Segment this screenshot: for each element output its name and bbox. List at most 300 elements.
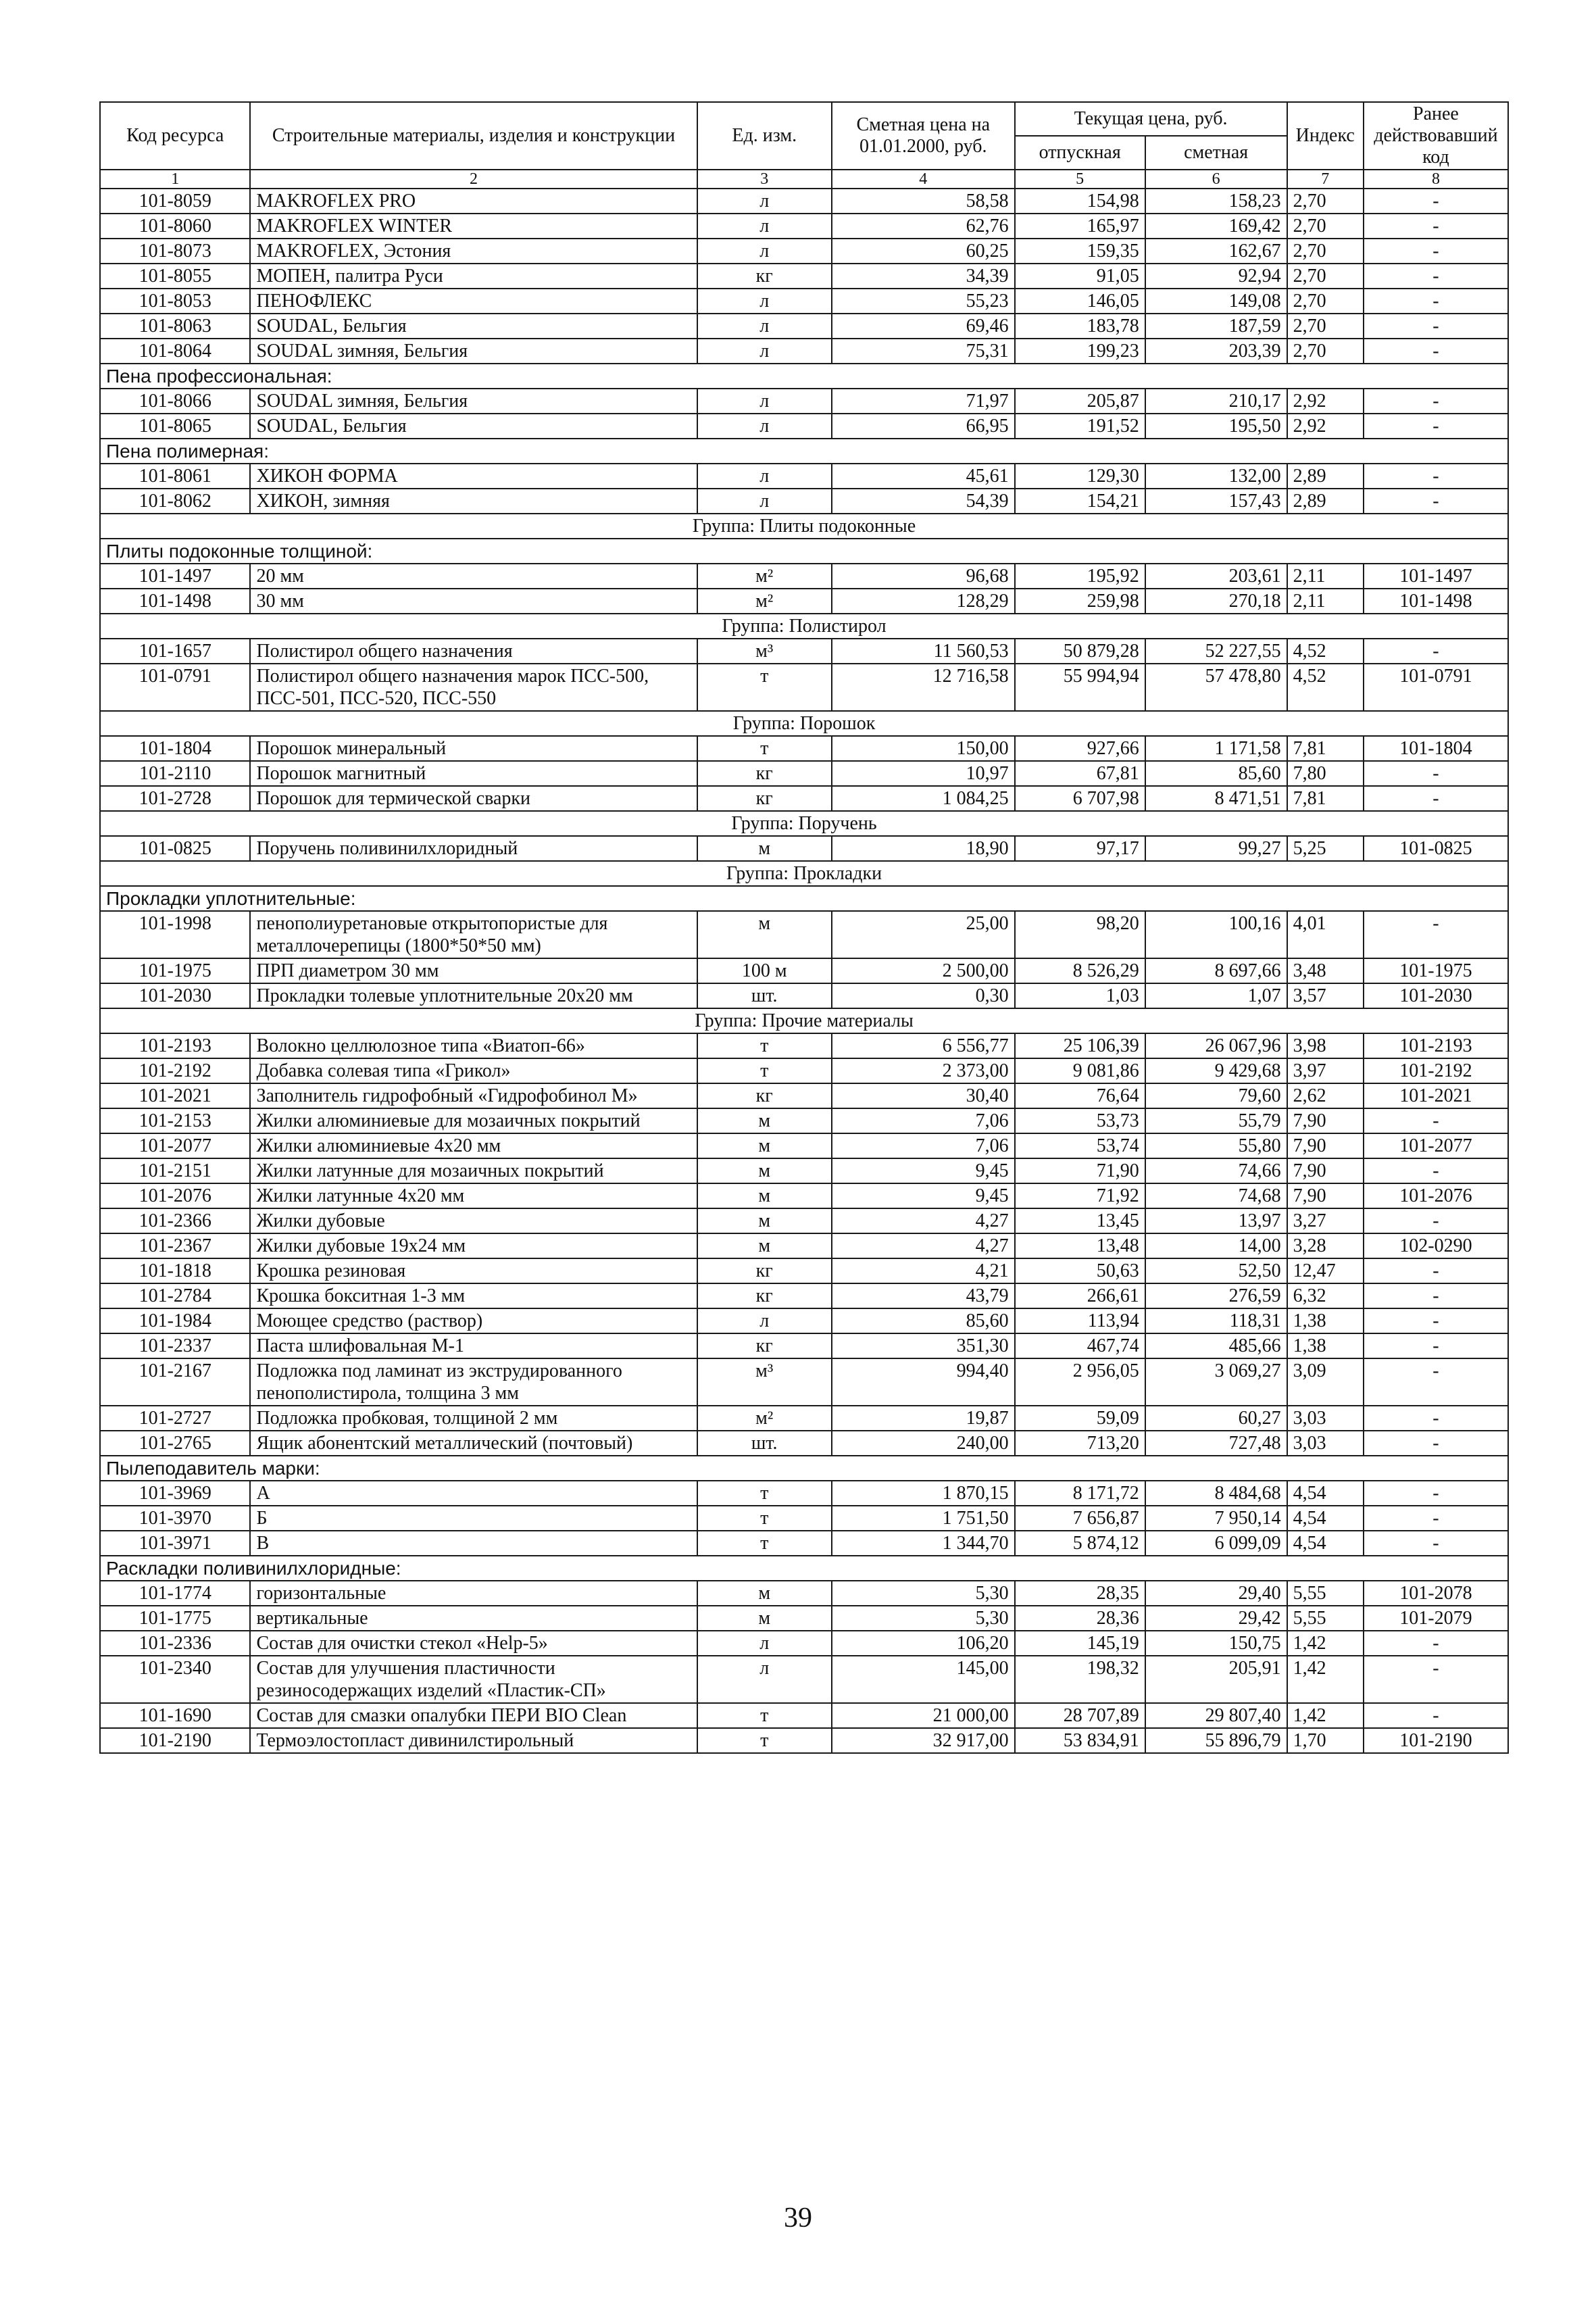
previous-code: - [1364,1283,1508,1308]
previous-code: - [1364,1333,1508,1358]
table-row [100,1058,1508,1083]
material-name: Жилки латунные для мозаичных покрытий [250,1158,697,1183]
price-index: 4,01 [1287,911,1364,958]
table-row [100,489,1508,514]
resource-code: 101-1775 [100,1606,250,1631]
release-price: 927,66 [1015,736,1145,761]
table-row [100,1258,1508,1283]
subheading: Пена полимерная: [100,439,1508,464]
estimate-price: 74,66 [1145,1158,1287,1183]
resource-code: 101-0825 [100,836,250,861]
table-row [100,389,1508,414]
price-index: 4,52 [1287,639,1364,664]
release-price: 50,63 [1015,1258,1145,1283]
unit: т [697,736,832,761]
price-2000: 1 870,15 [832,1481,1015,1506]
price-index: 2,92 [1287,389,1364,414]
previous-code: 101-2079 [1364,1606,1508,1631]
table-row [100,1703,1508,1728]
estimate-price: 203,39 [1145,339,1287,364]
estimate-price: 60,27 [1145,1406,1287,1431]
resource-code: 101-1975 [100,958,250,983]
resource-code: 101-1690 [100,1703,250,1728]
price-index: 3,27 [1287,1208,1364,1233]
resource-code: 101-1657 [100,639,250,664]
table-row [100,1606,1508,1631]
table-row [100,1656,1508,1703]
release-price: 59,09 [1015,1406,1145,1431]
table-row [100,264,1508,289]
estimate-price: 52,50 [1145,1258,1287,1283]
unit: м [697,1158,832,1183]
estimate-price: 162,67 [1145,239,1287,264]
price-2000: 32 917,00 [832,1728,1015,1753]
unit: т [697,1728,832,1753]
table-row [100,239,1508,264]
release-price: 28,36 [1015,1606,1145,1631]
price-2000: 7,06 [832,1108,1015,1133]
material-name: Жилки дубовые [250,1208,697,1233]
previous-code: 101-2190 [1364,1728,1508,1753]
price-index: 4,54 [1287,1506,1364,1531]
previous-code: 101-0825 [1364,836,1508,861]
price-2000: 25,00 [832,911,1015,958]
resource-code: 101-2337 [100,1333,250,1358]
estimate-price: 99,27 [1145,836,1287,861]
resource-code: 101-2366 [100,1208,250,1233]
estimate-price: 29,40 [1145,1581,1287,1606]
price-2000: 62,76 [832,214,1015,239]
release-price: 6 707,98 [1015,786,1145,811]
subheading: Раскладки поливинилхлоридные: [100,1556,1508,1581]
previous-code: - [1364,1481,1508,1506]
price-index: 3,97 [1287,1058,1364,1083]
price-index: 7,81 [1287,736,1364,761]
previous-code: - [1364,1208,1508,1233]
release-price: 191,52 [1015,414,1145,439]
price-2000: 9,45 [832,1158,1015,1183]
estimate-price: 485,66 [1145,1333,1287,1358]
release-price: 55 994,94 [1015,664,1145,711]
resource-code: 101-8063 [100,314,250,339]
table-row [100,639,1508,664]
price-2000: 994,40 [832,1358,1015,1406]
price-index: 7,90 [1287,1108,1364,1133]
table-row [100,836,1508,861]
table-row [100,1506,1508,1531]
estimate-price: 7 950,14 [1145,1506,1287,1531]
group-heading-row [100,1008,1508,1033]
previous-code: - [1364,1406,1508,1431]
unit: м [697,1208,832,1233]
price-2000: 351,30 [832,1333,1015,1358]
previous-code: - [1364,1158,1508,1183]
material-name: Состав для смазки опалубки ПЕРИ BIO Clean [250,1703,697,1728]
material-name: MAKROFLEX WINTER [250,214,697,239]
estimate-price: 6 099,09 [1145,1531,1287,1556]
price-2000: 106,20 [832,1631,1015,1656]
estimate-price: 13,97 [1145,1208,1287,1233]
price-2000: 6 556,77 [832,1033,1015,1058]
estimate-price: 8 697,66 [1145,958,1287,983]
group-heading: Группа: Полистирол [100,614,1508,639]
table-row [100,958,1508,983]
unit: л [697,239,832,264]
estimate-price: 52 227,55 [1145,639,1287,664]
resource-code: 101-2077 [100,1133,250,1158]
material-name: ПРП диаметром 30 мм [250,958,697,983]
price-2000: 85,60 [832,1308,1015,1333]
unit: м [697,1133,832,1158]
material-name: SOUDAL, Бельгия [250,414,697,439]
material-name: Поручень поливинилхлоридный [250,836,697,861]
unit: кг [697,1333,832,1358]
resource-code: 101-8053 [100,289,250,314]
material-name: Подложка под ламинат из экструдированного пенополистирола, толщина 3 мм [250,1358,697,1406]
release-price: 7 656,87 [1015,1506,1145,1531]
unit: м² [697,1406,832,1431]
price-2000: 30,40 [832,1083,1015,1108]
previous-code: - [1364,189,1508,214]
unit: т [697,1506,832,1531]
price-index: 4,54 [1287,1531,1364,1556]
previous-code: - [1364,414,1508,439]
table-row [100,1033,1508,1058]
estimate-price: 276,59 [1145,1283,1287,1308]
unit: т [697,664,832,711]
resource-code: 101-2784 [100,1283,250,1308]
header-name: Строительные материалы, изделия и конструкции [250,102,697,170]
price-index: 1,42 [1287,1656,1364,1703]
unit: т [697,1703,832,1728]
price-2000: 34,39 [832,264,1015,289]
estimate-price: 727,48 [1145,1431,1287,1456]
resource-code: 101-1804 [100,736,250,761]
resource-code: 101-3971 [100,1531,250,1556]
header-release: отпускная [1015,136,1145,170]
estimate-price: 100,16 [1145,911,1287,958]
header-index: Индекс [1287,102,1364,170]
price-2000: 66,95 [832,414,1015,439]
group-heading: Группа: Прокладки [100,861,1508,886]
price-2000: 21 000,00 [832,1703,1015,1728]
price-2000: 150,00 [832,736,1015,761]
table-row [100,589,1508,614]
previous-code: - [1364,1631,1508,1656]
previous-code: - [1364,1531,1508,1556]
unit: л [697,464,832,489]
release-price: 467,74 [1015,1333,1145,1358]
previous-code: 101-0791 [1364,664,1508,711]
previous-code: - [1364,1258,1508,1283]
previous-code: - [1364,264,1508,289]
price-index: 1,42 [1287,1631,1364,1656]
price-index: 1,42 [1287,1703,1364,1728]
previous-code: 101-1804 [1364,736,1508,761]
unit: т [697,1058,832,1083]
previous-code: 101-1498 [1364,589,1508,614]
price-2000: 4,27 [832,1208,1015,1233]
price-index: 2,92 [1287,414,1364,439]
material-name: MAKROFLEX, Эстония [250,239,697,264]
resource-code: 101-2336 [100,1631,250,1656]
resource-code: 101-1498 [100,589,250,614]
price-index: 3,57 [1287,983,1364,1008]
resource-code: 101-2340 [100,1656,250,1703]
release-price: 159,35 [1015,239,1145,264]
price-2000: 19,87 [832,1406,1015,1431]
unit: л [697,389,832,414]
material-name: Ящик абонентский металлический (почтовый) [250,1431,697,1456]
price-index: 7,81 [1287,786,1364,811]
table-row [100,1728,1508,1753]
table-row [100,289,1508,314]
header-est-price: Сметная цена на 01.01.2000, руб. [832,102,1015,170]
release-price: 25 106,39 [1015,1033,1145,1058]
price-2000: 5,30 [832,1606,1015,1631]
estimate-price: 8 484,68 [1145,1481,1287,1506]
material-name: Волокно целлюлозное типа «Виатоп-66» [250,1033,697,1058]
previous-code: - [1364,214,1508,239]
previous-code: - [1364,1656,1508,1703]
price-2000: 11 560,53 [832,639,1015,664]
price-index: 2,11 [1287,564,1364,589]
release-price: 129,30 [1015,464,1145,489]
resource-code: 101-2367 [100,1233,250,1258]
table-row [100,1531,1508,1556]
price-index: 5,25 [1287,836,1364,861]
subheading: Плиты подоконные толщиной: [100,539,1508,564]
material-name: Термоэлостопласт дивинилстирольный [250,1728,697,1753]
table-row [100,1108,1508,1133]
material-name: SOUDAL зимняя, Бельгия [250,339,697,364]
resource-code: 101-8059 [100,189,250,214]
unit: м² [697,589,832,614]
resource-code: 101-2167 [100,1358,250,1406]
material-name: Крошка бокситная 1-3 мм [250,1283,697,1308]
previous-code: - [1364,1506,1508,1531]
table-row [100,1133,1508,1158]
release-price: 145,19 [1015,1631,1145,1656]
table-row [100,1358,1508,1406]
estimate-price: 205,91 [1145,1656,1287,1703]
col-number: 8 [1364,170,1508,189]
price-index: 2,70 [1287,214,1364,239]
price-index: 3,03 [1287,1406,1364,1431]
resource-code: 101-0791 [100,664,250,711]
release-price: 5 874,12 [1015,1531,1145,1556]
unit: т [697,1481,832,1506]
price-2000: 45,61 [832,464,1015,489]
estimate-price: 195,50 [1145,414,1287,439]
unit: л [697,414,832,439]
material-name: MAKROFLEX PRO [250,189,697,214]
unit: м [697,836,832,861]
unit: 100 м [697,958,832,983]
price-2000: 0,30 [832,983,1015,1008]
release-price: 97,17 [1015,836,1145,861]
price-index: 2,70 [1287,339,1364,364]
unit: л [697,314,832,339]
header-code: Код ресурса [100,102,250,170]
unit: л [697,339,832,364]
resource-code: 101-1998 [100,911,250,958]
release-price: 71,90 [1015,1158,1145,1183]
price-2000: 10,97 [832,761,1015,786]
price-index: 2,11 [1287,589,1364,614]
price-index: 4,52 [1287,664,1364,711]
previous-code: 101-2030 [1364,983,1508,1008]
previous-code: 101-2078 [1364,1581,1508,1606]
price-index: 1,38 [1287,1308,1364,1333]
column-number-row [100,170,1508,189]
table-row [100,786,1508,811]
resource-code: 101-1497 [100,564,250,589]
price-2000: 75,31 [832,339,1015,364]
material-name: Полистирол общего назначения марок ПСС-500, ПСС-501, ПСС-520, ПСС-550 [250,664,697,711]
price-2000: 2 500,00 [832,958,1015,983]
release-price: 71,92 [1015,1183,1145,1208]
previous-code: 101-2021 [1364,1083,1508,1108]
material-name: SOUDAL зимняя, Бельгия [250,389,697,414]
release-price: 13,45 [1015,1208,1145,1233]
previous-code: - [1364,489,1508,514]
price-index: 7,80 [1287,761,1364,786]
release-price: 259,98 [1015,589,1145,614]
table-row [100,761,1508,786]
table-body [100,189,1508,1753]
unit: л [697,189,832,214]
header-unit: Ед. изм. [697,102,832,170]
estimate-price: 55,79 [1145,1108,1287,1133]
release-price: 53,74 [1015,1133,1145,1158]
estimate-price: 29,42 [1145,1606,1287,1631]
release-price: 8 171,72 [1015,1481,1145,1506]
price-2000: 18,90 [832,836,1015,861]
resource-code: 101-2765 [100,1431,250,1456]
release-price: 91,05 [1015,264,1145,289]
material-name: Паста шлифовальная М-1 [250,1333,697,1358]
table-row [100,1333,1508,1358]
price-2000: 5,30 [832,1581,1015,1606]
release-price: 50 879,28 [1015,639,1145,664]
resource-code: 101-2193 [100,1033,250,1058]
unit: т [697,1531,832,1556]
subheading: Пена профессиональная: [100,364,1508,389]
group-heading: Группа: Поручень [100,811,1508,836]
material-name: SOUDAL, Бельгия [250,314,697,339]
previous-code: - [1364,314,1508,339]
resource-code: 101-8060 [100,214,250,239]
previous-code: - [1364,239,1508,264]
group-heading-row [100,711,1508,736]
release-price: 76,64 [1015,1083,1145,1108]
release-price: 13,48 [1015,1233,1145,1258]
estimate-price: 157,43 [1145,489,1287,514]
price-2000: 4,21 [832,1258,1015,1283]
estimate-price: 187,59 [1145,314,1287,339]
price-table [99,101,1509,1754]
previous-code: 101-2192 [1364,1058,1508,1083]
price-index: 2,70 [1287,289,1364,314]
unit: м² [697,564,832,589]
resource-code: 101-2153 [100,1108,250,1133]
resource-code: 101-8055 [100,264,250,289]
price-index: 1,70 [1287,1728,1364,1753]
group-heading: Группа: Порошок [100,711,1508,736]
release-price: 713,20 [1015,1431,1145,1456]
table-row [100,1581,1508,1606]
price-2000: 12 716,58 [832,664,1015,711]
price-2000: 4,27 [832,1233,1015,1258]
table-row [100,1631,1508,1656]
resource-code: 101-2192 [100,1058,250,1083]
previous-code: 101-2076 [1364,1183,1508,1208]
col-number: 2 [250,170,697,189]
price-index: 7,90 [1287,1183,1364,1208]
price-index: 5,55 [1287,1581,1364,1606]
subheading: Прокладки уплотнительные: [100,886,1508,911]
table-row [100,1158,1508,1183]
release-price: 9 081,86 [1015,1058,1145,1083]
price-2000: 60,25 [832,239,1015,264]
release-price: 266,61 [1015,1283,1145,1308]
resource-code: 101-2190 [100,1728,250,1753]
unit: кг [697,1258,832,1283]
estimate-price: 150,75 [1145,1631,1287,1656]
table-row [100,339,1508,364]
price-index: 2,70 [1287,314,1364,339]
price-2000: 2 373,00 [832,1058,1015,1083]
material-name: пенополиуретановые открытопористые для металлочерепицы (1800*50*50 мм) [250,911,697,958]
group-heading-row [100,614,1508,639]
release-price: 154,21 [1015,489,1145,514]
release-price: 205,87 [1015,389,1145,414]
estimate-price: 118,31 [1145,1308,1287,1333]
unit: м [697,1233,832,1258]
material-name: горизонтальные [250,1581,697,1606]
resource-code: 101-2076 [100,1183,250,1208]
previous-code: - [1364,639,1508,664]
previous-code: 101-1975 [1364,958,1508,983]
resource-code: 101-8073 [100,239,250,264]
previous-code: - [1364,1431,1508,1456]
table-row [100,214,1508,239]
estimate-price: 9 429,68 [1145,1058,1287,1083]
previous-code: 101-1497 [1364,564,1508,589]
price-2000: 128,29 [832,589,1015,614]
estimate-price: 3 069,27 [1145,1358,1287,1406]
resource-code: 101-2021 [100,1083,250,1108]
material-name: Прокладки толевые уплотнительные 20х20 мм [250,983,697,1008]
unit: л [697,289,832,314]
unit: м³ [697,639,832,664]
release-price: 2 956,05 [1015,1358,1145,1406]
estimate-price: 26 067,96 [1145,1033,1287,1058]
previous-code: - [1364,389,1508,414]
release-price: 198,32 [1015,1656,1145,1703]
estimate-price: 149,08 [1145,289,1287,314]
estimate-price: 132,00 [1145,464,1287,489]
subheading-row [100,1556,1508,1581]
unit: кг [697,1083,832,1108]
previous-code: - [1364,1703,1508,1728]
unit: л [697,1656,832,1703]
unit: кг [697,264,832,289]
material-name: 30 мм [250,589,697,614]
table-row [100,1233,1508,1258]
table-row [100,464,1508,489]
